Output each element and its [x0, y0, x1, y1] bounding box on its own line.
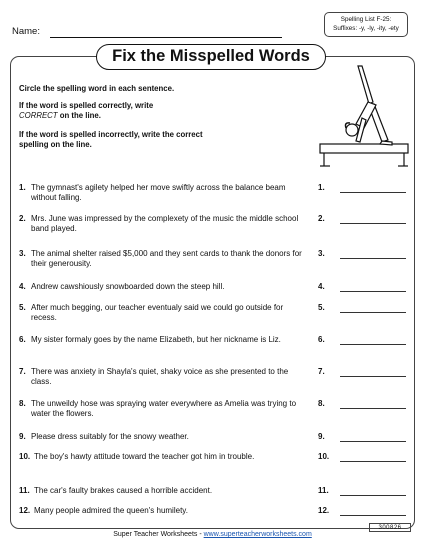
answer-line[interactable]: [340, 495, 406, 496]
question-6: [19, 335, 309, 345]
name-input-line[interactable]: [50, 37, 282, 38]
question-number: 1.: [19, 183, 26, 192]
question-5: [19, 303, 309, 323]
question-text: There was anxiety in Shayla's quiet, shaky voice as she presented to the class.: [31, 367, 289, 386]
answer-line[interactable]: [340, 515, 406, 516]
answer-line[interactable]: [340, 441, 406, 442]
answer-number: 12.: [318, 506, 330, 515]
answer-7[interactable]: [318, 367, 408, 379]
question-1: [19, 183, 309, 203]
question-text: Andrew cawshiously snowboarded down the steep hill.: [31, 282, 225, 291]
answer-line[interactable]: [340, 258, 406, 259]
question-2: [19, 214, 309, 234]
answer-number: 11.: [318, 486, 329, 495]
answer-number: 4.: [318, 282, 325, 291]
answer-number: 6.: [318, 335, 325, 344]
instruction-incorrect: [19, 130, 229, 150]
name-label: Name:: [12, 26, 40, 37]
answer-line[interactable]: [340, 376, 406, 377]
answer-8[interactable]: [318, 399, 408, 411]
instruction-correct-post: on the line.: [59, 111, 101, 120]
name-row: [12, 26, 282, 40]
instruction-circle-text: Circle the spelling word in each sentence.: [19, 84, 175, 93]
question-9: [19, 432, 309, 442]
footer: [0, 531, 425, 538]
question-number: 10.: [19, 452, 31, 461]
question-text: Mrs. June was impressed by the complexety of the music the middle school band played.: [31, 214, 299, 233]
question-text: The gymnast's agilety helped her move swiftly across the balance beam without falling.: [31, 183, 286, 202]
question-number: 7.: [19, 367, 26, 376]
answer-number: 9.: [318, 432, 325, 441]
question-4: [19, 282, 309, 292]
question-text: My sister formaly goes by the name Elizabeth, but her nickname is Liz.: [31, 335, 281, 344]
answer-line[interactable]: [340, 408, 406, 409]
question-number: 6.: [19, 335, 26, 344]
question-12: [19, 506, 309, 516]
question-8: [19, 399, 309, 419]
answer-4[interactable]: [318, 282, 408, 294]
footer-site-name: Super Teacher Worksheets -: [113, 531, 204, 538]
answer-1[interactable]: [318, 183, 408, 195]
question-text: Please dress suitably for the snowy weather.: [31, 432, 189, 441]
question-number: 9.: [19, 432, 26, 441]
spelling-list-label: Spelling List F-25:: [340, 16, 392, 23]
question-number: 4.: [19, 282, 26, 291]
question-text: The car's faulty brakes caused a horrible accident.: [34, 486, 213, 495]
answer-3[interactable]: [318, 249, 408, 261]
answer-number: 10.: [318, 452, 330, 461]
question-3: [19, 249, 309, 269]
answer-line[interactable]: [340, 291, 406, 292]
question-number: 5.: [19, 303, 26, 312]
answer-6[interactable]: [318, 335, 408, 347]
instruction-correct: [19, 101, 169, 121]
question-number: 11.: [19, 486, 30, 495]
gymnast-on-beam-illustration: [318, 62, 410, 168]
spelling-list-box: [324, 12, 408, 37]
answer-2[interactable]: [318, 214, 408, 226]
question-text: Many people admired the queen's humilety.: [34, 506, 188, 515]
question-10: [19, 452, 309, 462]
answer-number: 7.: [318, 367, 325, 376]
answer-number: 2.: [318, 214, 325, 223]
question-text: The boy's hawty attitude toward the teacher got him in trouble.: [34, 452, 255, 461]
answer-number: 8.: [318, 399, 325, 408]
worksheet-title: Fix the Misspelled Words: [96, 44, 326, 70]
answer-10[interactable]: [318, 452, 408, 464]
answer-number: 3.: [318, 249, 325, 258]
answer-5[interactable]: [318, 303, 408, 315]
question-11: [19, 486, 309, 496]
footer-url-link[interactable]: www.superteacherworksheets.com: [203, 531, 312, 538]
question-number: 2.: [19, 214, 26, 223]
worksheet-code: 300826: [369, 523, 411, 532]
question-text: After much begging, our teacher eventualy said we could go outside for recess.: [31, 303, 284, 322]
instruction-incorrect-text: If the word is spelled incorrectly, write the correct spelling on the line.: [19, 130, 203, 149]
answer-9[interactable]: [318, 432, 408, 444]
question-text: The unweildy hose was spraying water everywhere as Amelia was trying to water the flowers.: [31, 399, 297, 418]
answer-line[interactable]: [340, 461, 406, 462]
question-7: [19, 367, 309, 387]
instruction-correct-em: CORRECT: [19, 111, 58, 120]
question-number: 3.: [19, 249, 26, 258]
answer-line[interactable]: [340, 312, 406, 313]
question-number: 12.: [19, 506, 31, 515]
question-text: The animal shelter raised $5,000 and they sent cards to thank the donors for their generousity.: [31, 249, 302, 268]
instruction-correct-pre: If the word is spelled correctly, write: [19, 101, 154, 110]
answer-12[interactable]: [318, 506, 408, 518]
answer-line[interactable]: [340, 192, 406, 193]
question-number: 8.: [19, 399, 26, 408]
instruction-circle: [19, 84, 249, 94]
suffixes-label: Suffixes: -y, -ly, -ity, -ety: [333, 25, 399, 32]
answer-number: 5.: [318, 303, 325, 312]
answer-number: 1.: [318, 183, 325, 192]
answer-line[interactable]: [340, 223, 406, 224]
answer-line[interactable]: [340, 344, 406, 345]
answer-11[interactable]: [318, 486, 408, 498]
